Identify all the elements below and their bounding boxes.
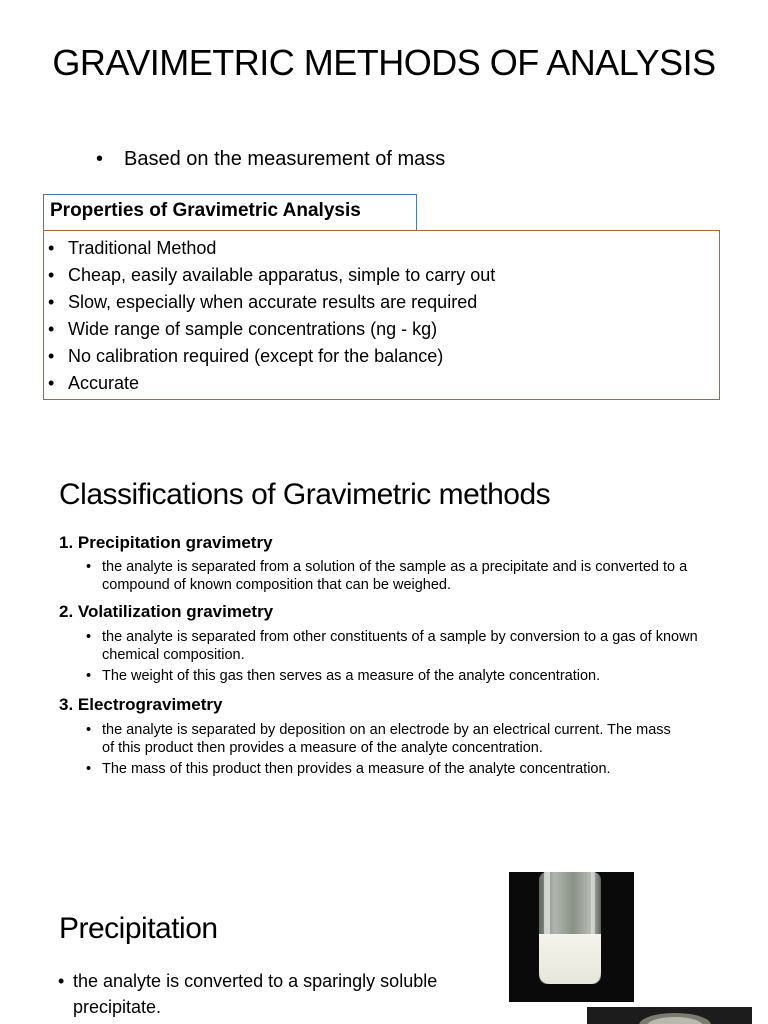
bullet-dot: •	[58, 971, 65, 991]
property-item: • Cheap, easily available apparatus, simple to carry out	[48, 262, 719, 289]
property-item: • Accurate	[48, 370, 719, 397]
property-item: • Slow, especially when accurate results are required	[48, 289, 719, 316]
list-item: • the analyte is separated from other constituents of a sample by conversion to a gas of known chemical composition.	[86, 628, 716, 664]
property-item: • No calibration required (except for the balance)	[48, 343, 719, 370]
section-list-precipitation	[86, 558, 716, 597]
dish-icon	[587, 1007, 752, 1024]
page-title: GRAVIMETRIC METHODS OF ANALYSIS	[52, 42, 716, 83]
list-item: • The weight of this gas then serves as a measure of the analyte concentration.	[86, 667, 716, 685]
properties-header: Properties of Gravimetric Analysis	[43, 194, 417, 230]
property-item: • Wide range of sample concentrations (ng - kg)	[48, 316, 719, 343]
test-tube-icon	[509, 872, 634, 1002]
bullet-dot: •	[96, 148, 104, 170]
precipitation-bullet	[58, 968, 498, 1020]
section-heading-precipitation: 1. Precipitation gravimetry	[59, 533, 273, 552]
precipitation-title: Precipitation	[59, 912, 218, 945]
section-list-volatilization	[86, 628, 716, 688]
precipitation-text: the analyte is converted to a sparingly soluble precipitate.	[73, 971, 438, 1017]
section-heading-electrogravimetry: 3. Electrogravimetry	[59, 695, 223, 714]
section-heading-volatilization: 2. Volatilization gravimetry	[59, 602, 274, 621]
second-photo	[587, 1007, 752, 1024]
list-item: • The mass of this product then provides a measure of the analyte concentration.	[86, 760, 676, 778]
intro-text: Based on the measurement of mass	[124, 148, 446, 170]
section-list-electrogravimetry	[86, 721, 676, 781]
classifications-title: Classifications of Gravimetric methods	[59, 478, 551, 511]
list-item: • the analyte is separated from a solution of the sample as a precipitate and is converted to a compound of known composition that can be weighed.	[86, 558, 716, 594]
list-item: • the analyte is separated by deposition on an electrode by an electrical current. The mass of this product then provides a measure of the analyte concentration.	[86, 721, 676, 757]
property-item: • Traditional Method	[48, 235, 719, 262]
properties-box	[43, 230, 720, 400]
test-tube-photo	[509, 872, 634, 1002]
